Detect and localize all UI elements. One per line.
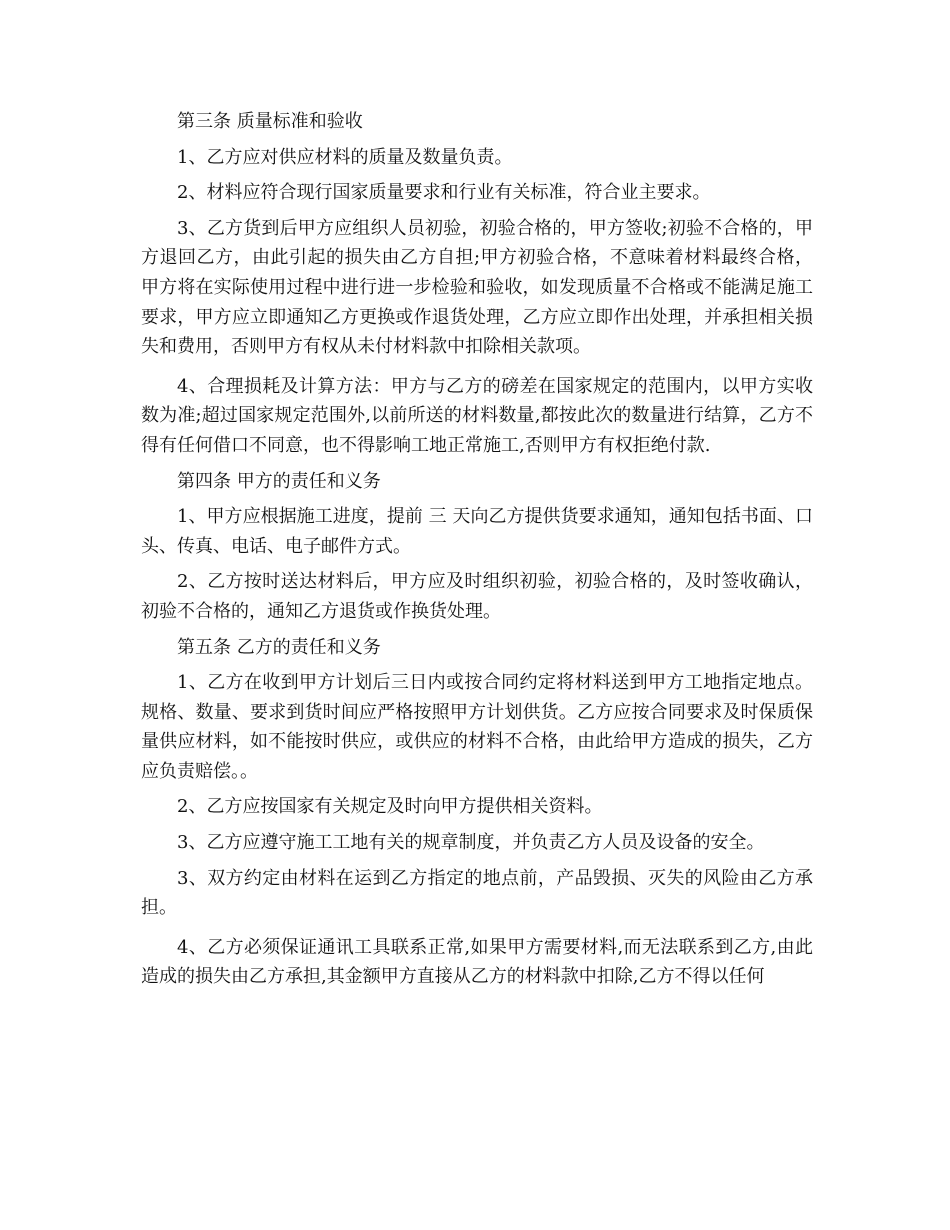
paragraph: 1、甲方应根据施工进度，提前 三 天向乙方提供货要求通知，通知包括书面、口头、传真、电话、电子邮件方式。 [141,506,813,557]
section-heading-4: 第四条 甲方的责任和义务 [177,470,381,492]
paragraph: 2、乙方应按国家有关规定及时向甲方提供相关资料。 [177,796,603,818]
paragraph: 4、合理损耗及计算方法：甲方与乙方的磅差在国家规定的范围内，以甲方实收数为准;超过国家规定范围外,以前所送的材料数量,都按此次的数量进行结算，乙方不得有任何借口不同意，也不得影响工地正常施工,否则甲方有权拒绝付款. [141,375,813,456]
paragraph: 2、材料应符合现行国家质量要求和行业有关标准，符合业主要求。 [177,182,711,204]
section-heading-3: 第三条 质量标准和验收 [177,111,363,132]
document-page [141,107,813,992]
paragraph: 1、乙方应对供应材料的质量及数量负责。 [177,146,513,168]
paragraph: 1、乙方在收到甲方计划后三日内或按合同约定将材料送到甲方工地指定地点。规格、数量、要求到货时间应严格按照甲方计划供货。乙方应按合同要求及时保质保量供应材料，如不能按时供应，或供应的材料不合格，由此给甲方造成的损失，乙方应负责赔偿。。 [141,672,813,782]
section-heading-5: 第五条 乙方的责任和义务 [177,636,381,658]
paragraph: 3、乙方货到后甲方应组织人员初验，初验合格的，甲方签收;初验不合格的，甲方退回乙方，由此引起的损失由乙方自担;甲方初验合格，不意味着材料最终合格，甲方将在实际使用过程中进行进一步检验和验收，如发现质量不合格或不能满足施工要求，甲方应立即通知乙方更换或作退货处理，乙方应立即作出处理，并承担相关损失和费用，否则甲方有权从未付材料款中扣除相关款项。 [141,217,813,358]
paragraph: 4、乙方必须保证通讯工具联系正常,如果甲方需要材料,而无法联系到乙方,由此造成的损失由乙方承担,其金额甲方直接从乙方的材料款中扣除,乙方不得以任何 [141,936,813,988]
paragraph: 3、双方约定由材料在运到乙方指定的地点前，产品毁损、灭失的风险由乙方承担。 [141,867,813,919]
paragraph: 2、乙方按时送达材料后，甲方应及时组织初验，初验合格的，及时签收确认，初验不合格的，通知乙方退货或作换货处理。 [141,571,813,622]
paragraph: 3、乙方应遵守施工工地有关的规章制度，并负责乙方人员及设备的安全。 [177,832,765,854]
